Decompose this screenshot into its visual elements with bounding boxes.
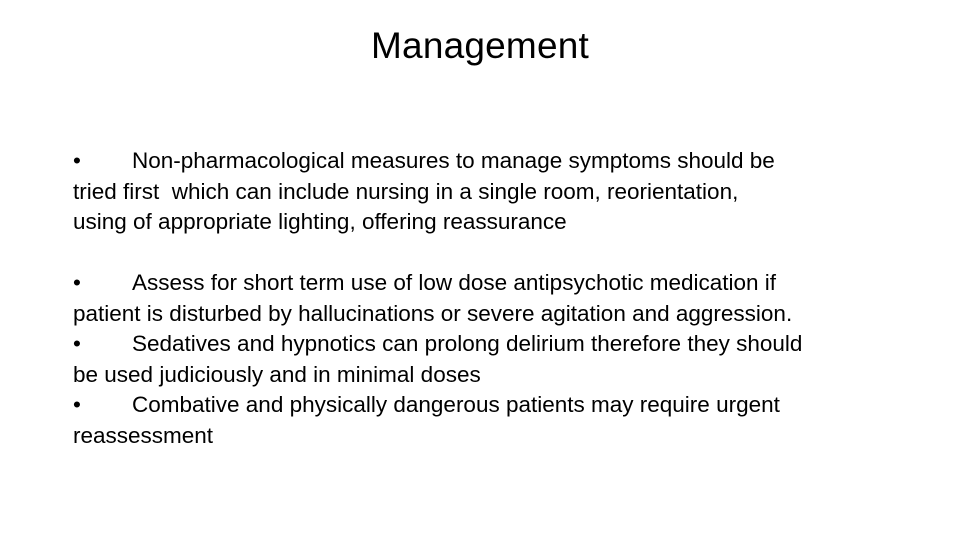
bullet-text: Combative and physically dangerous patients may require urgent	[132, 392, 780, 417]
slide-title: Management	[371, 25, 589, 66]
bullet-line: be used judiciously and in minimal doses	[73, 361, 481, 387]
bullet-text: Sedatives and hypnotics can prolong delirium therefore they should	[132, 331, 803, 356]
bullet-item	[73, 329, 913, 390]
bullet-line	[73, 146, 913, 177]
bullet-item	[73, 390, 913, 451]
bullet-line	[73, 268, 913, 299]
paragraph-gap	[73, 238, 913, 269]
bullet-glyph: •	[73, 331, 81, 356]
bullet-glyph: •	[73, 392, 81, 417]
bullet-glyph: •	[73, 148, 81, 173]
bullet-text: Assess for short term use of low dose antipsychotic medication if	[132, 270, 777, 295]
bullet-item	[73, 146, 913, 238]
bullet-item	[73, 268, 913, 329]
bullet-text: Non-pharmacological measures to manage symptoms should be	[132, 148, 775, 173]
bullet-line: tried first which can include nursing in a single room, reorientation,	[73, 178, 739, 204]
bullet-glyph: •	[73, 270, 81, 295]
bullet-line: reassessment	[73, 422, 214, 448]
slide-body	[73, 146, 913, 451]
bullet-line: patient is disturbed by hallucinations or severe agitation and aggression.	[73, 300, 793, 326]
bullet-line	[73, 329, 913, 360]
bullet-line: using of appropriate lighting, offering reassurance	[73, 209, 567, 234]
bullet-line	[73, 390, 913, 421]
